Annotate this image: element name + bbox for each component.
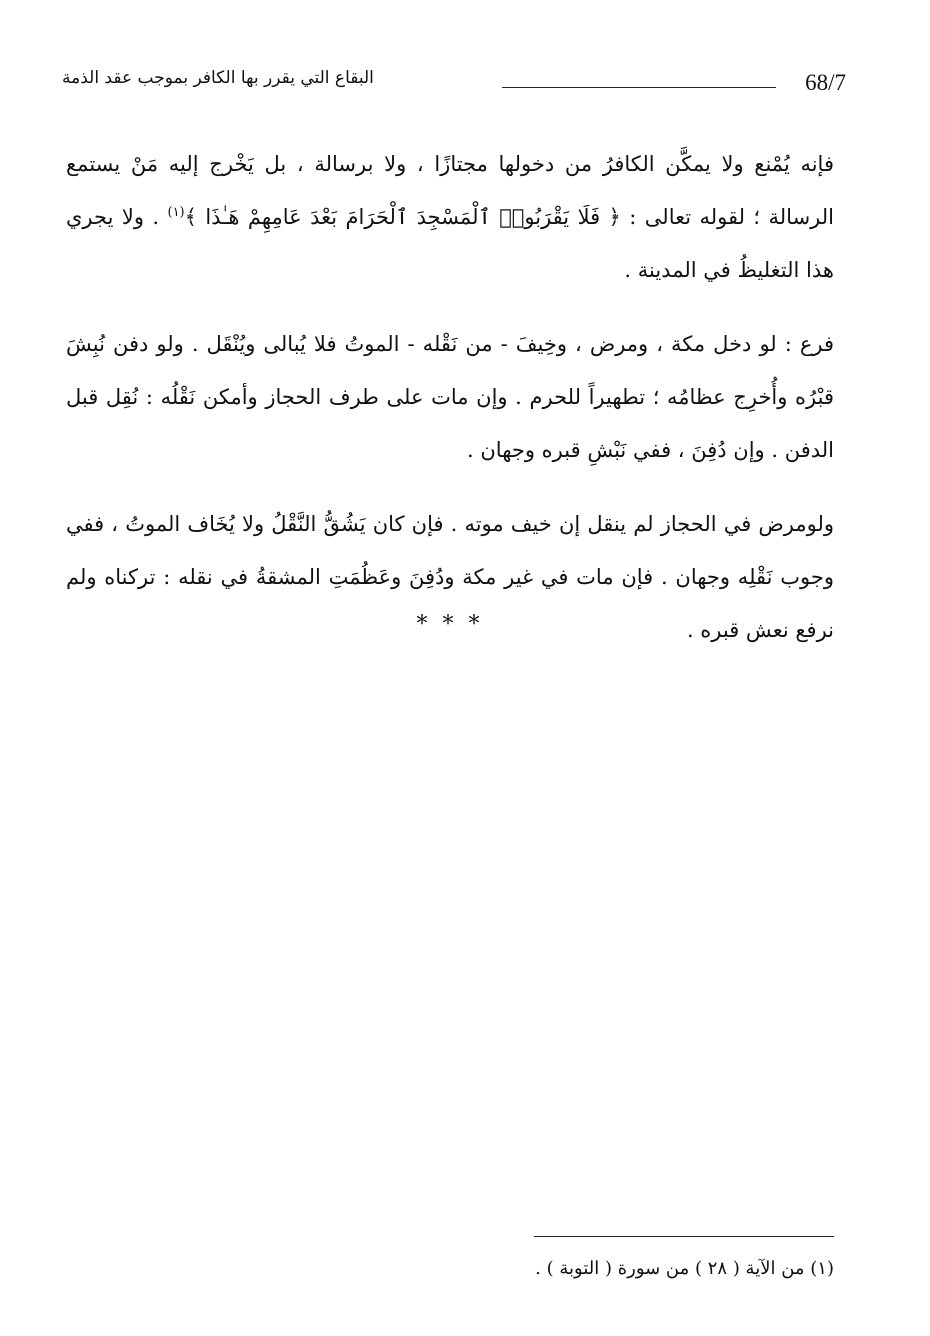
- paragraph-3: ولومرض في الحجاز لم ينقل إن خيف موته . فإن كان يَشُقُّ النَّقْلُ ولا يُخَاف الموتُ ، ففي وجوب نَقْلِه وجهان . فإن مات في غير مكة ودُفِنَ وعَظُمَتِ المشقةُ في نقله : تركناه ولم نرفع نعش قبره .: [66, 512, 834, 642]
- paragraph-1-intro: فإنه يُمْنع ولا يمكَّن الكافرُ من دخولها مجتازًا ، ولا برسالة ، بل يَخْرج إليه مَنْ يستمع الرسالة ؛ لقوله تعالى :: [66, 152, 834, 229]
- running-header: [62, 66, 846, 102]
- section-separator: * * *: [416, 612, 484, 637]
- footnote-rule: [534, 1236, 834, 1237]
- paragraph-2: فرع : لو دخل مكة ، ومرض ، وخِيفَ - من نَقْله - الموتُ فلا يُبالى ويُنْقَل . ولو دفن نُبِشَ قبْرُه وأُخرِج عظامُه ؛ تطهيراً للحرم . وإن مات على طرف الحجاز وأمكن نَقْلُه : نُقِل قبل الدفن . وإن دُفِنَ ، ففي نَبْشِ قبره وجهان .: [66, 332, 834, 462]
- footnote-reference: (١): [167, 205, 185, 220]
- footnote-1: (١) من الآية ( ٢٨ ) من سورة ( التوبة ) .: [535, 1258, 834, 1279]
- main-text: [66, 138, 834, 657]
- header-rule: [502, 87, 776, 88]
- paragraph-1: [66, 138, 834, 297]
- paragraph-1-end: . ولا يجري هذا التغليظُ في المدينة .: [66, 205, 834, 282]
- quran-verse: ﴿ فَلَا يَقْرَبُوا۟ ٱلْمَسْجِدَ ٱلْحَرَامَ بَعْدَ عَامِهِمْ هَـٰذَا ﴾: [184, 205, 621, 229]
- running-title: البقاع التي يقرر بها الكافر بموجب عقد الذمة: [62, 68, 374, 88]
- page-number: 68/7: [805, 70, 846, 95]
